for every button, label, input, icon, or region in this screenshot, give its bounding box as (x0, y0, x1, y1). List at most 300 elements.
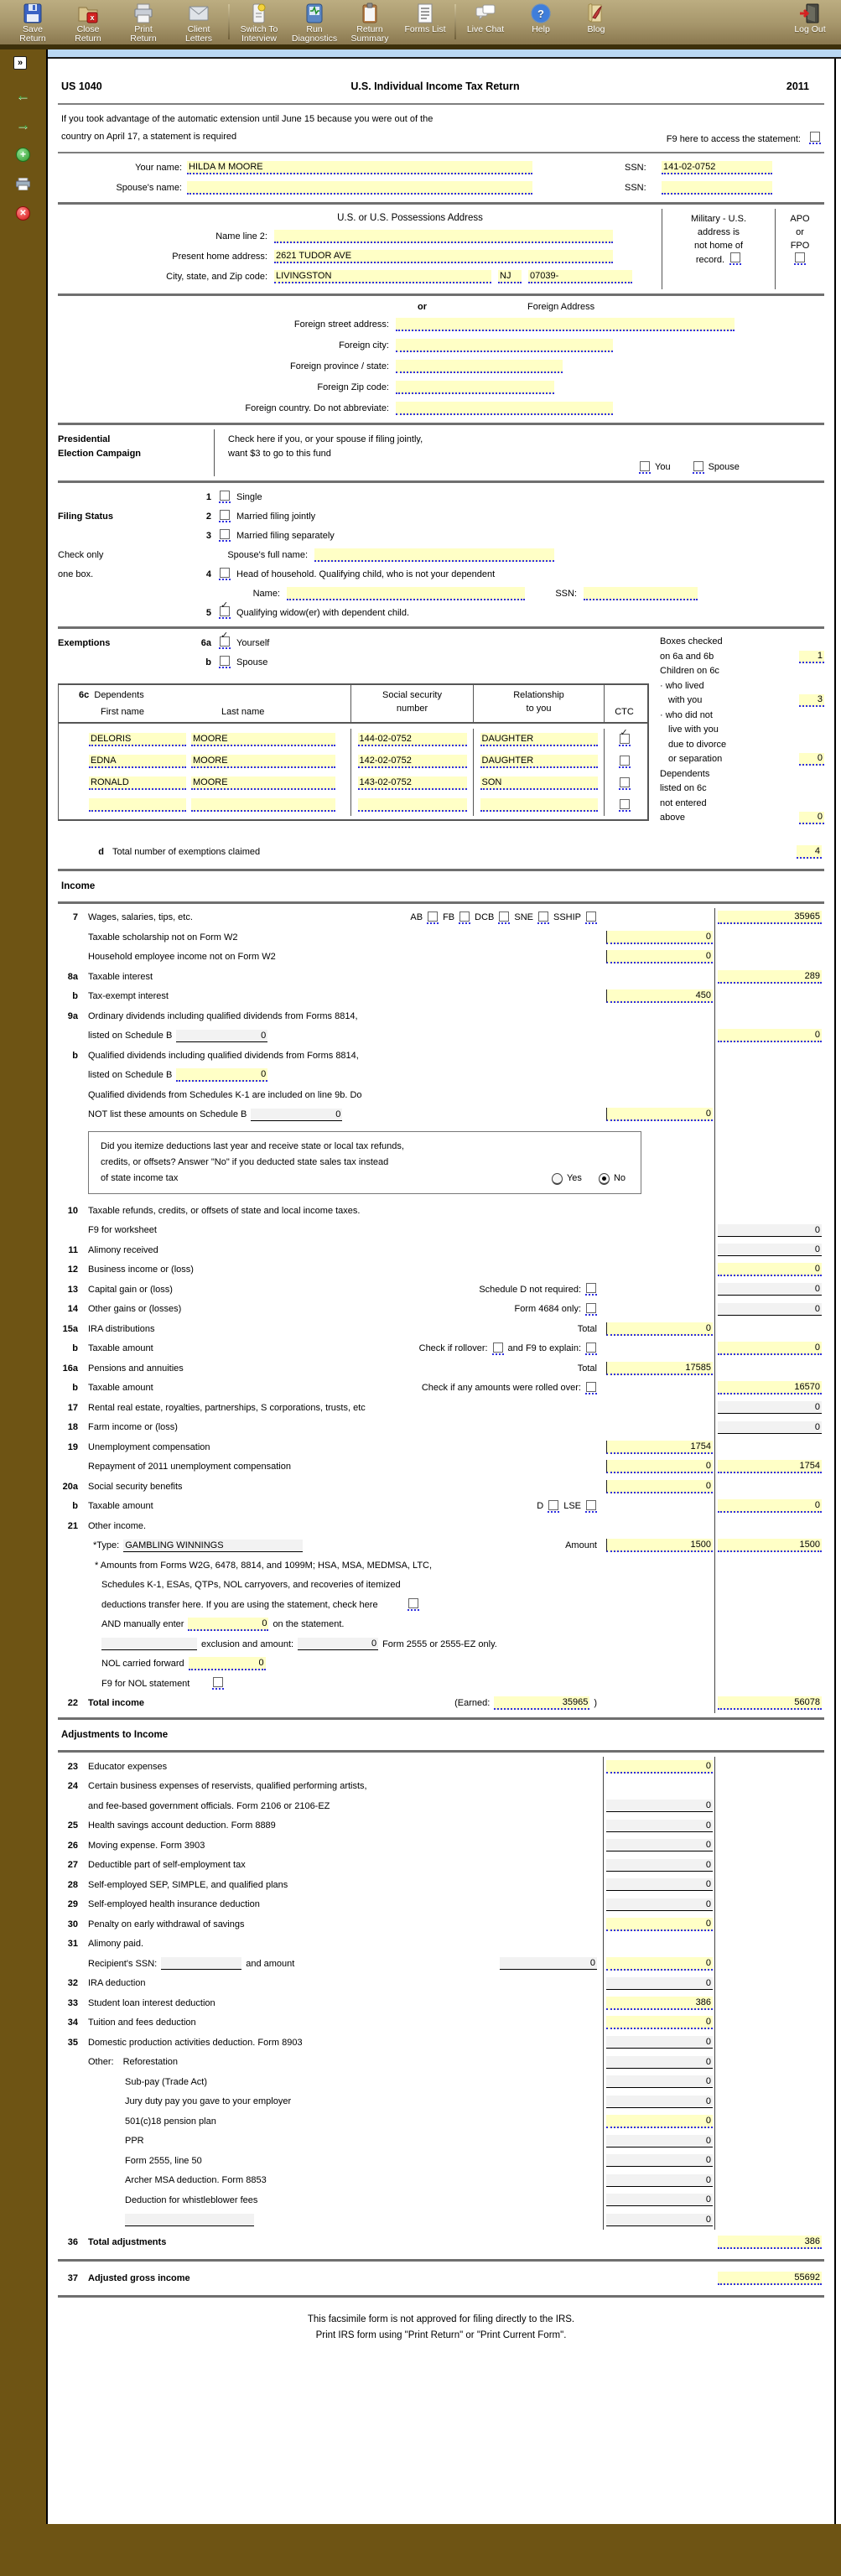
exemption-note-text: Children on 6c (660, 666, 719, 676)
city-field[interactable]: LIVINGSTON (274, 270, 491, 283)
form-1040-page (48, 59, 836, 2524)
qualified-dividends-2-inline-field[interactable]: 0 (176, 1068, 267, 1082)
line-ordinary-dividends-2 (58, 1026, 824, 1046)
label-text: Farm income or (loss) (88, 1422, 178, 1433)
nol-f9-checkbox[interactable] (212, 1677, 224, 1690)
hoh-name-label: Name: (252, 588, 280, 599)
statement-manual-inline-field[interactable]: 0 (188, 1618, 268, 1631)
filing-note1: Check only (58, 549, 104, 560)
adjusted-gross-income-amount[interactable]: 55692 (718, 2272, 822, 2285)
exemption-note-line (660, 797, 824, 812)
line-label (88, 1462, 604, 1472)
exemption-note-line (660, 679, 824, 694)
line-tax-exempt-interest (58, 987, 824, 1007)
form-title-row (58, 59, 824, 99)
exemption-note-text: not entered (660, 797, 707, 808)
line-number: 26 (67, 1840, 78, 1851)
label-text: Taxable amount (88, 1501, 153, 1512)
total-income-inline-field[interactable]: 35965 (494, 1696, 589, 1710)
dependent-first-name-field[interactable]: RONALD (89, 776, 186, 790)
extension-note (58, 109, 824, 148)
line-label (88, 1521, 604, 1531)
tax-exempt-interest-inner-amount[interactable]: 450 (606, 989, 713, 1003)
student-loan-interest-inner-amount[interactable]: 386 (606, 1997, 713, 2010)
label-text: FB (443, 912, 455, 923)
line-statement-manual (58, 1615, 824, 1635)
label-text: Repayment of 2011 unemployment compensation (88, 1462, 291, 1472)
itemize-no-label: No (613, 1173, 626, 1183)
line-mid (422, 1382, 597, 1394)
dependent-first-name-field[interactable]: DELORIS (89, 733, 186, 746)
label-text: Qualified dividends from Schedules K-1 are included on line 9b. Do (88, 1089, 362, 1100)
extension-line1: If you took advantage of the automatic extension until June 15 because you were out of the (61, 114, 433, 124)
pec-you-checkbox[interactable] (639, 461, 651, 474)
state-field[interactable]: NJ (498, 270, 522, 283)
other-gains-checkbox[interactable] (585, 1303, 597, 1316)
label-text: Penalty on early withdrawal of savings (88, 1919, 245, 1929)
ira-distributions-inner-amount[interactable]: 0 (606, 1322, 713, 1336)
filing-single-checkbox[interactable] (219, 491, 231, 503)
line-mid (419, 1343, 597, 1355)
line-label (88, 2096, 604, 2106)
toolbar-button-label: Summary (350, 34, 389, 44)
label-text: Ordinary dividends including qualified dividends from Forms 8814, (88, 1010, 358, 1021)
zip-field[interactable]: 07039- (528, 270, 632, 283)
spouse-name-label: Spouse's name: (116, 183, 182, 193)
hoh-name-field[interactable] (287, 587, 525, 600)
filing-status-title: Filing Status (58, 511, 113, 522)
dependent-relationship-field[interactable]: DAUGHTER (480, 733, 598, 746)
toolbar-button-label: Letters (184, 34, 213, 44)
total-income-amount[interactable]: 56078 (718, 1696, 822, 1710)
wages-amount[interactable]: 35965 (718, 911, 822, 924)
label-text: Moving expense. Form 3903 (88, 1840, 205, 1851)
other-blank-inline-field (125, 2214, 254, 2226)
footer-line1: This facsimile form is not approved for filing directly to the IRS. (307, 2314, 575, 2324)
unemployment-inner-amount[interactable]: 1754 (606, 1441, 713, 1454)
statement-note-3-checkbox[interactable] (408, 1598, 419, 1611)
us-address-section (58, 209, 824, 289)
filing-1-num: 1 (205, 491, 211, 502)
military-checkbox[interactable] (729, 252, 741, 265)
dependent-row (59, 794, 647, 816)
line-ira-deduction (58, 1974, 824, 1994)
label-text: (Earned: (454, 1698, 491, 1709)
ira-taxable-amount[interactable]: 0 (718, 1342, 822, 1355)
taxable-scholarship-inner-amount[interactable]: 0 (606, 931, 713, 944)
exemption-note-text: or separation (668, 754, 723, 764)
filing-2-num: 2 (205, 511, 211, 522)
line-label (88, 1030, 604, 1042)
capital-gain-amount: 0 (718, 1283, 822, 1296)
line-label (88, 1363, 604, 1374)
label-text: and fee-based government officials. Form 2106 or 2106-EZ (88, 1800, 330, 1811)
live-chat-icon (475, 3, 496, 24)
line-number: 13 (67, 1284, 78, 1295)
line-label (88, 1500, 604, 1513)
filing-qw-checkbox[interactable] (219, 606, 231, 619)
dependent-ctc-checkbox[interactable] (619, 777, 631, 790)
itemize-question-box (88, 1131, 641, 1194)
exemption-note-line (660, 693, 824, 709)
line-label (88, 1540, 604, 1552)
toolbar-button-label: Print (134, 24, 153, 34)
line-label (88, 1880, 604, 1890)
toolbar-button-label: Diagnostics (291, 34, 338, 44)
exemption-note-text: above (660, 813, 685, 823)
label-text: Business income or (loss) (88, 1265, 194, 1275)
line-social-security (58, 1477, 824, 1497)
filing-hoh-checkbox[interactable] (219, 568, 231, 580)
total-adjustments-amount[interactable]: 386 (718, 2236, 822, 2249)
presidential-election-section (58, 429, 824, 476)
name-line2-label: Name line 2: (215, 231, 267, 242)
back-arrow-icon[interactable]: ← (16, 87, 30, 103)
label-text: Alimony received (88, 1244, 158, 1255)
line-number: 23 (67, 1761, 78, 1772)
left-sidebar (0, 49, 46, 2524)
other-ppr-inner-amount: 0 (606, 2135, 713, 2148)
exemption-spouse-checkbox[interactable] (219, 656, 231, 668)
label-text: Social security benefits (88, 1481, 183, 1492)
foreign-province-label: Foreign province / state: (289, 361, 389, 371)
line-educator-expenses (58, 1757, 824, 1777)
dependent-ctc-checkbox[interactable] (619, 756, 631, 768)
alimony-paid-2-inner-amount[interactable]: 0 (606, 1957, 713, 1971)
return-summary-button[interactable] (342, 3, 397, 44)
city-state-zip-label: City, state, and Zip code: (166, 272, 267, 282)
label-text: Alimony paid. (88, 1939, 144, 1950)
exemption-count-field[interactable]: 0 (799, 812, 824, 824)
other-income-type-inner-amount[interactable]: 1500 (606, 1539, 713, 1552)
filing-5-num: 5 (205, 607, 211, 618)
first-name-header: First name (101, 707, 144, 717)
wages-checkbox[interactable] (459, 911, 470, 924)
run-diagnostics-icon (304, 3, 325, 24)
apo-fpo-checkbox[interactable] (794, 252, 806, 265)
line-number: b (72, 1050, 78, 1061)
business-income-amount[interactable]: 0 (718, 1263, 822, 1276)
filing-mfj-checkbox[interactable] (219, 510, 231, 522)
line-number: 7 (72, 912, 78, 923)
switch-to-interview-icon (248, 3, 270, 24)
dependent-relationship-field[interactable] (480, 798, 598, 812)
line-alimony-paid (58, 1935, 824, 1955)
label-text: IRA distributions (88, 1323, 155, 1334)
line-other-501c18 (58, 2111, 824, 2132)
home-address-field[interactable]: 2621 TUDOR AVE (274, 250, 613, 263)
line-mid (578, 1324, 597, 1334)
exemption-yourself-checkbox[interactable] (219, 636, 231, 649)
print-form-icon[interactable] (15, 176, 32, 191)
foreign-street-field[interactable] (396, 318, 735, 331)
line-number: b (72, 991, 78, 1002)
filing-status-section (58, 487, 824, 622)
save-return-icon (22, 3, 44, 24)
svg-text:?: ? (537, 8, 544, 20)
line-reservists (58, 1777, 824, 1797)
exemptions-d-label: Total number of exemptions claimed (112, 846, 261, 857)
foreign-zip-field[interactable] (396, 381, 554, 394)
line-label (88, 1801, 604, 1811)
k1-dividends-2-inner-amount[interactable]: 0 (606, 1108, 713, 1121)
label-text: exclusion and amount: (201, 1639, 294, 1649)
dependent-last-name-field[interactable]: MOORE (191, 776, 335, 790)
exemption-count-field[interactable]: 0 (799, 753, 824, 766)
forward-arrow-icon[interactable]: → (16, 117, 30, 132)
run-diagnostics-button[interactable] (287, 3, 342, 44)
line-mid (500, 1957, 597, 1970)
line-label (88, 1482, 604, 1492)
print-return-button[interactable] (116, 3, 171, 44)
line-label (88, 2057, 604, 2067)
dependent-ctc-checkbox[interactable] (619, 799, 631, 812)
toolbar-button-label: Return (19, 34, 46, 44)
line-label (88, 1860, 604, 1870)
foreign-city-field[interactable] (396, 339, 613, 352)
early-withdrawal-penalty-inner-amount[interactable]: 0 (606, 1918, 713, 1931)
ira-taxable-checkbox[interactable] (492, 1343, 504, 1355)
blog-button[interactable] (568, 3, 624, 34)
nol-carried-forward-inline-field[interactable]: 0 (189, 1657, 266, 1670)
dependent-ssn-field[interactable] (358, 798, 467, 812)
form-year: 2011 (786, 80, 809, 92)
other-subpay-inner-amount: 0 (606, 2075, 713, 2088)
toolbar-button-label: Client (187, 24, 210, 34)
filing-single-label: Single (236, 491, 262, 502)
adjustments-section-title: Adjustments to Income (61, 1730, 169, 1740)
toolbar-button-label: Return (130, 34, 157, 44)
line-total-income (58, 1694, 824, 1714)
alimony-paid-2-inline-field: 0 (500, 1957, 597, 1970)
dependent-ssn-field[interactable]: 144-02-0752 (358, 733, 467, 746)
line-label (88, 1919, 604, 1929)
dependent-first-name-field[interactable]: EDNA (89, 755, 186, 768)
label-text: * Amounts from Forms W2G, 6478, 8814, and 1099M; HSA, MSA, MEDMSA, LTC, (95, 1560, 433, 1571)
your-ssn-field[interactable]: 141-02-0752 (662, 161, 772, 174)
forms-list-button[interactable] (397, 3, 453, 34)
pensions-inner-amount[interactable]: 17585 (606, 1362, 713, 1375)
line-number: b (72, 1343, 78, 1354)
itemize-yes-radio[interactable] (552, 1173, 563, 1185)
line-label (88, 932, 604, 943)
line-number: 20a (62, 1481, 78, 1492)
exemption-note-text: listed on 6c (660, 783, 707, 793)
dependent-last-name-field[interactable]: MOORE (191, 733, 335, 746)
line-domestic-production (58, 2033, 824, 2053)
label-text: SNE (514, 912, 533, 923)
label-text: Adjusted gross income (88, 2273, 190, 2283)
dependent-first-name-field[interactable] (89, 798, 186, 812)
exemption-count-field[interactable]: 3 (799, 694, 824, 707)
line-number: 22 (67, 1698, 78, 1709)
filing-4-num: 4 (205, 569, 211, 579)
spouse-ssn-field[interactable] (662, 181, 772, 195)
line-moving-expense (58, 1836, 824, 1856)
label-text: Deduction for whistleblower fees (125, 2194, 258, 2205)
dependent-ssn-field[interactable]: 143-02-0752 (358, 776, 467, 790)
line-number: 12 (67, 1265, 78, 1275)
line-label (88, 1068, 604, 1082)
close-return-button[interactable] (60, 3, 116, 44)
line-label (88, 972, 604, 982)
line-hsa-deduction (58, 1816, 824, 1836)
toolbar-button-label: Help (532, 24, 550, 34)
income-section-title: Income (61, 880, 96, 891)
line-number: 19 (67, 1441, 78, 1452)
dependent-relationship-field[interactable]: DAUGHTER (480, 755, 598, 768)
pensions-taxable-amount[interactable]: 16570 (718, 1381, 822, 1394)
exemption-note-text: with you (668, 695, 703, 705)
label-text: listed on Schedule B (88, 1031, 173, 1041)
your-ssn-label: SSN: (625, 163, 646, 173)
pensions-taxable-checkbox[interactable] (585, 1382, 597, 1394)
label-text: Household employee income not on Form W2 (88, 952, 276, 963)
tuition-fees-inner-amount[interactable]: 0 (606, 2016, 713, 2029)
line-se-health-insurance (58, 1895, 824, 1915)
log-out-icon (799, 3, 821, 24)
home-address-label: Present home address: (172, 252, 267, 262)
foreign-country-field[interactable] (396, 402, 613, 415)
sidebar-collapse-tab[interactable]: » (13, 56, 27, 70)
wages-checkbox[interactable] (585, 911, 597, 924)
social-security-taxable-checkbox[interactable] (585, 1500, 597, 1513)
exemption-yourself-label: Yourself (236, 637, 270, 648)
social-security-inner-amount[interactable]: 0 (606, 1480, 713, 1493)
line-label (88, 952, 604, 962)
line-label (88, 1403, 604, 1413)
wages-checkbox[interactable] (427, 911, 439, 924)
switch-to-interview-button[interactable] (231, 3, 287, 44)
total-exemptions-field[interactable]: 4 (797, 845, 822, 859)
taxable-interest-amount[interactable]: 289 (718, 970, 822, 984)
farm-amount: 0 (718, 1421, 822, 1434)
household-employee-income-inner-amount[interactable]: 0 (606, 950, 713, 963)
pec-spouse-label: Spouse (708, 462, 740, 472)
social-security-taxable-checkbox[interactable] (548, 1500, 559, 1513)
dependent-last-name-field[interactable]: MOORE (191, 755, 335, 768)
pec-title1: Presidential (58, 434, 111, 444)
exemption-note-text: Boxes checked (660, 636, 723, 647)
toolbar-separator (228, 4, 230, 39)
wages-checkbox[interactable] (537, 911, 549, 924)
hoh-ssn-label: SSN: (555, 588, 577, 599)
label-text: F9 for NOL statement (101, 1678, 190, 1689)
itemize-no-radio[interactable] (599, 1173, 610, 1185)
dependent-ctc-checkbox[interactable] (619, 734, 631, 746)
line-label (88, 1598, 604, 1611)
line-statement-note-3 (58, 1595, 824, 1615)
wages-checkbox[interactable] (498, 911, 510, 924)
unemployment-repayment-inner-amount[interactable]: 0 (606, 1460, 713, 1473)
foreign-city-label: Foreign city: (339, 340, 389, 351)
line-ordinary-dividends (58, 1006, 824, 1026)
other-income-type-amount[interactable]: 1500 (718, 1539, 822, 1552)
extension-statement-checkbox[interactable] (809, 132, 821, 144)
line-label (88, 1638, 604, 1650)
line-number: 27 (67, 1860, 78, 1871)
label-text: Pensions and annuities (88, 1363, 184, 1374)
ira-deduction-inner-amount: 0 (606, 1977, 713, 1990)
filing-mfs-checkbox[interactable] (219, 529, 231, 542)
exemptions-section (58, 633, 824, 826)
label-text: Amount (565, 1540, 597, 1551)
dependent-last-name-field[interactable] (191, 798, 335, 812)
spouse-full-name-field[interactable] (314, 548, 554, 562)
line-label (88, 1011, 604, 1021)
itemize-line1: Did you itemize deductions last year and receive state or local tax refunds, (101, 1141, 404, 1151)
foreign-zip-label: Foreign Zip code: (317, 382, 389, 392)
live-chat-button[interactable] (458, 3, 513, 34)
line-number: 24 (67, 1781, 78, 1792)
exemption-count-field[interactable]: 1 (799, 651, 824, 663)
line-mid (578, 1363, 597, 1374)
label-text: deductions transfer here. If you are using the statement, check here (101, 1599, 378, 1610)
pec-spouse-checkbox[interactable] (693, 461, 704, 474)
spouse-ssn-label: SSN: (625, 183, 646, 193)
label-text: Qualified dividends including qualified dividends from Forms 8814, (88, 1050, 359, 1061)
educator-expenses-inner-amount[interactable]: 0 (606, 1760, 713, 1774)
save-return-button[interactable] (5, 3, 60, 44)
other-501c18-inner-amount[interactable]: 0 (606, 2115, 713, 2128)
line-label (88, 1343, 604, 1355)
exclusion-inline-field: 0 (298, 1638, 378, 1650)
foreign-province-field[interactable] (396, 360, 563, 373)
other-blank-inner-amount: 0 (606, 2214, 713, 2226)
social-security-taxable-amount[interactable]: 0 (718, 1499, 822, 1513)
line-number: 37 (67, 2273, 78, 2283)
help-button[interactable] (513, 3, 568, 34)
line-label (88, 2136, 604, 2146)
name-line2-field[interactable] (274, 230, 613, 243)
label-text: listed on Schedule B (88, 1070, 173, 1081)
line-other-income-type (58, 1536, 824, 1556)
your-name-label: Your name: (135, 163, 182, 173)
your-name-field[interactable]: HILDA M MOORE (187, 161, 532, 174)
dependent-ssn-field[interactable]: 142-02-0752 (358, 755, 467, 768)
add-form-icon[interactable]: + (16, 148, 30, 162)
moving-expense-inner-amount: 0 (606, 1839, 713, 1852)
hoh-ssn-field[interactable] (584, 587, 698, 600)
line-k1-dividends-2 (58, 1105, 824, 1125)
client-letters-button[interactable] (171, 3, 226, 44)
label-text: Total adjustments (88, 2237, 167, 2247)
spouse-name-field[interactable] (187, 181, 532, 195)
close-form-icon[interactable]: ✕ (16, 206, 30, 221)
ira-taxable-checkbox[interactable] (585, 1343, 597, 1355)
label-text: Taxable scholarship not on Form W2 (88, 932, 238, 943)
ordinary-dividends-2-amount[interactable]: 0 (718, 1029, 822, 1042)
log-out-button[interactable] (782, 3, 838, 34)
toolbar-button-label: Blog (587, 24, 605, 34)
line-number: 9a (67, 1010, 78, 1021)
line-label (88, 1245, 604, 1255)
label-text: and amount (246, 1958, 295, 1969)
line-label (88, 2156, 604, 2166)
exemption-note-text: Dependents (660, 768, 710, 779)
unemployment-repayment-amount[interactable]: 1754 (718, 1460, 822, 1473)
extension-line2: country on April 17, a statement is required (61, 132, 237, 142)
other-income-type-inline-field: GAMBLING WINNINGS (123, 1540, 303, 1552)
line-household-employee-income (58, 948, 824, 968)
label-text: Check if rollover: (418, 1343, 488, 1354)
spouse-full-name-label: Spouse's full name: (227, 549, 308, 560)
capital-gain-checkbox[interactable] (585, 1283, 597, 1296)
line-label (88, 1820, 604, 1831)
line-number: 10 (67, 1205, 78, 1216)
dependent-relationship-field[interactable]: SON (480, 776, 598, 790)
line-capital-gain (58, 1280, 824, 1300)
